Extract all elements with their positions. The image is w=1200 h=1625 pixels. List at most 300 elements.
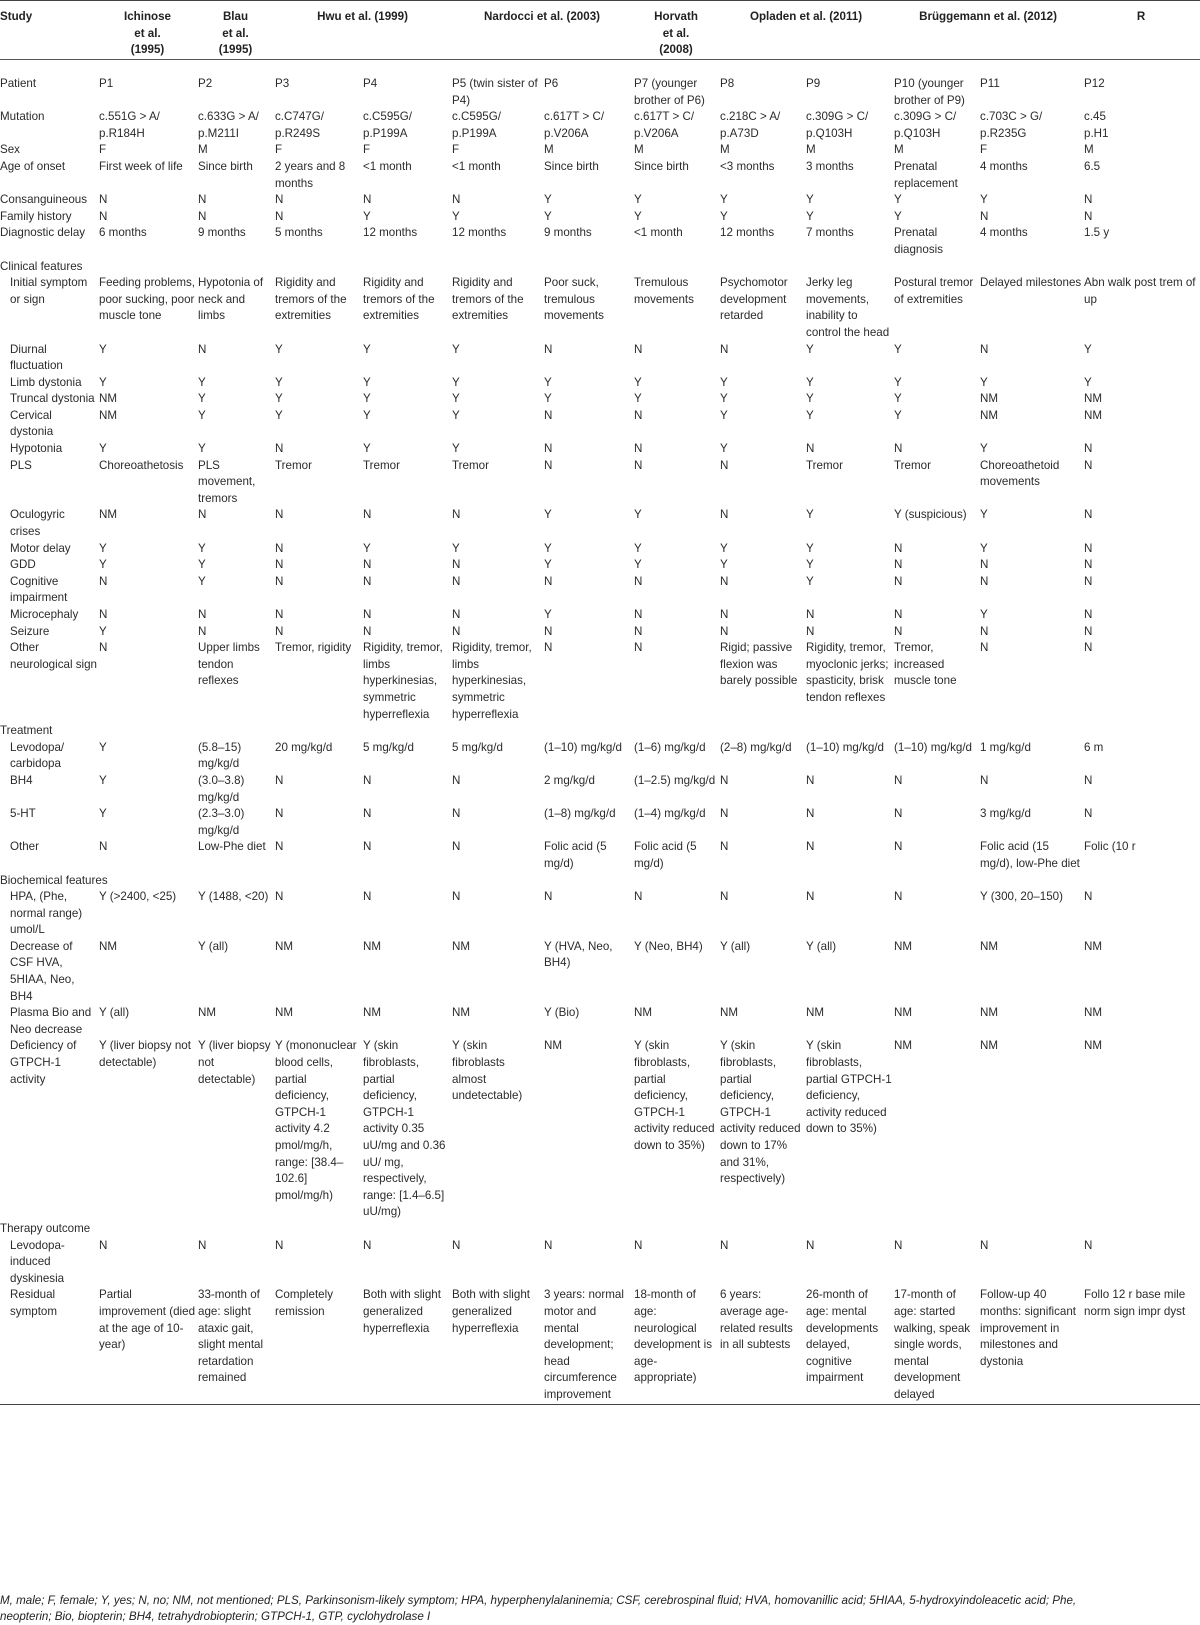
table-cell: Y bbox=[275, 408, 283, 422]
table-row bbox=[0, 557, 1200, 574]
table-cell: c.633G > A/ p.M211I bbox=[198, 110, 259, 140]
table-cell: (3.0–3.8) mg/kg/d bbox=[198, 773, 245, 804]
table-cell: Rigidity and tremors of the extremities bbox=[275, 276, 347, 323]
table-cell: Y bbox=[634, 541, 642, 555]
table-cell: Y (Neo, BH4) bbox=[634, 939, 703, 953]
table-row bbox=[0, 225, 1200, 258]
table-cell: N bbox=[363, 773, 372, 787]
table-cell: N bbox=[452, 574, 461, 588]
table-cell: Follo 12 r base mile norm sign impr dyst bbox=[1084, 1288, 1186, 1318]
table-cell: Y bbox=[894, 193, 902, 207]
table-cell: Rigidity and tremors of the extremities bbox=[363, 276, 435, 323]
table-cell: N bbox=[275, 209, 284, 223]
table-cell: Postural tremor of extremities bbox=[894, 276, 974, 306]
table-cell: N bbox=[198, 342, 207, 356]
table-cell: N bbox=[894, 773, 903, 787]
table-cell: Since birth bbox=[634, 159, 689, 173]
table-cell: Y bbox=[275, 342, 283, 356]
table-cell: Y bbox=[544, 193, 552, 207]
table-cell: Y bbox=[198, 541, 206, 555]
table-cell: N bbox=[363, 840, 372, 854]
table-cell: N bbox=[275, 807, 284, 821]
table-cell: (1–2.5) mg/kg/d bbox=[634, 773, 716, 787]
table-cell: Folic acid (5 mg/d) bbox=[634, 840, 697, 870]
table-cell: P2 bbox=[198, 77, 213, 90]
table-cell: Y bbox=[452, 408, 460, 422]
table-cell: Y bbox=[363, 442, 371, 456]
table-cell: NM bbox=[1084, 1039, 1103, 1053]
table-cell: Y bbox=[980, 442, 988, 456]
table-row bbox=[0, 806, 1200, 839]
table-cell: Y bbox=[99, 541, 107, 555]
table-cell: <1 month bbox=[634, 226, 683, 240]
table-cell: Y bbox=[99, 807, 107, 821]
table-cell: (1–8) mg/kg/d bbox=[544, 807, 616, 821]
table-cell: Y bbox=[720, 558, 728, 572]
table-cell: Y bbox=[720, 408, 728, 422]
table-cell: Choreoathetosis bbox=[99, 458, 184, 472]
table-cell: N bbox=[1084, 209, 1093, 223]
table-cell: N bbox=[720, 773, 729, 787]
table-cell: NM bbox=[275, 1006, 294, 1020]
table-cell: 5 mg/kg/d bbox=[363, 740, 414, 754]
row-label: BH4 bbox=[10, 773, 33, 787]
table-cell: N bbox=[720, 574, 729, 588]
table-cell: 3 months bbox=[806, 159, 854, 173]
table-cell: N bbox=[363, 508, 372, 522]
table-cell: (2–8) mg/kg/d bbox=[720, 740, 792, 754]
table-cell: N bbox=[720, 624, 729, 638]
table-cell: N bbox=[980, 209, 989, 223]
table-cell: Y bbox=[544, 558, 552, 572]
table-cell: Y bbox=[1084, 375, 1092, 389]
table-row bbox=[0, 192, 1200, 209]
table-cell: Tremor, increased muscle tone bbox=[894, 641, 957, 688]
table-cell: 1 mg/kg/d bbox=[980, 740, 1031, 754]
column-header: Nardocci et al. (2003) bbox=[484, 10, 601, 23]
table-cell: N bbox=[99, 209, 108, 223]
table-cell: Y bbox=[634, 193, 642, 207]
table-cell: Hypotonia of neck and limbs bbox=[198, 276, 264, 323]
table-cell: N bbox=[363, 1238, 372, 1252]
row-label: 5-HT bbox=[10, 807, 36, 821]
row-label: Decrease of CSF HVA, 5HIAA, Neo, BH4 bbox=[10, 939, 75, 1003]
table-cell: N bbox=[634, 608, 643, 621]
table-cell: NM bbox=[980, 1039, 999, 1053]
column-header: Horvath et al. (2008) bbox=[654, 10, 698, 57]
table-cell: N bbox=[720, 608, 729, 621]
table-cell: Y bbox=[634, 209, 642, 223]
table-cell: F bbox=[363, 143, 371, 157]
table-cell: N bbox=[980, 773, 989, 787]
row-label: Diagnostic delay bbox=[0, 226, 86, 240]
table-cell: 9 months bbox=[544, 226, 592, 240]
table-cell: Y bbox=[720, 209, 728, 223]
table-cell: N bbox=[720, 458, 729, 472]
row-label: PLS bbox=[10, 458, 32, 472]
table-cell: P10 (younger brother of P9) bbox=[894, 77, 965, 107]
table-cell: N bbox=[198, 508, 207, 522]
table-row bbox=[0, 740, 1200, 773]
table-cell: Y bbox=[634, 508, 642, 522]
table-row bbox=[0, 1287, 1200, 1404]
table-cell: (5.8–15) mg/kg/d bbox=[198, 740, 242, 771]
table-cell: Y (suspicious) bbox=[894, 508, 967, 522]
table-cell: c.551G > A/ p.R184H bbox=[99, 110, 160, 140]
table-cell: N bbox=[634, 408, 643, 422]
table-cell: Y bbox=[99, 342, 107, 356]
row-label: Mutation bbox=[0, 110, 45, 124]
table-cell: N bbox=[99, 193, 108, 207]
table-cell: Y (liver biopsy not detectable) bbox=[198, 1039, 271, 1086]
table-cell: M bbox=[544, 143, 554, 157]
table-cell: Tremor, rigidity bbox=[275, 641, 352, 655]
table-row bbox=[0, 391, 1200, 408]
table-cell: Y bbox=[806, 574, 814, 588]
table-cell: N bbox=[544, 458, 553, 472]
table-cell: Y bbox=[198, 392, 206, 406]
table-cell: N bbox=[275, 558, 284, 572]
table-row bbox=[0, 408, 1200, 441]
table-cell: F bbox=[99, 143, 107, 157]
table-cell: c.C747G/ p.R249S bbox=[275, 110, 324, 140]
table-cell: Y bbox=[198, 408, 206, 422]
table-row bbox=[0, 1005, 1200, 1038]
table-cell: NM bbox=[99, 392, 118, 406]
table-cell: N bbox=[894, 624, 903, 638]
table-cell: NM bbox=[720, 1006, 739, 1020]
table-cell: c.617T > C/ p.V206A bbox=[544, 110, 605, 140]
table-cell: 33-month of age: slight ataxic gait, slight mental retardation remained bbox=[198, 1288, 264, 1385]
table-cell: N bbox=[806, 773, 815, 787]
table-cell: P5 (twin sister of P4) bbox=[452, 77, 538, 107]
table-cell: N bbox=[980, 574, 989, 588]
table-cell: NM bbox=[452, 939, 471, 953]
table-cell: (1–4) mg/kg/d bbox=[634, 807, 706, 821]
table-cell: Rigidity, tremor, limbs hyperkinesias, symmetric hyperreflexia bbox=[363, 641, 443, 721]
table-cell: N bbox=[452, 608, 461, 621]
table-cell: (1–10) mg/kg/d bbox=[544, 740, 622, 754]
table-cell: Folic (10 r bbox=[1084, 840, 1136, 854]
table-cell: c.C595G/ p.P199A bbox=[452, 110, 501, 140]
row-label: Seizure bbox=[10, 624, 50, 638]
table-row bbox=[0, 773, 1200, 806]
row-label: Deficiency of GTPCH-1 activity bbox=[10, 1039, 77, 1086]
table-cell: N bbox=[634, 1238, 643, 1252]
table-row bbox=[0, 60, 1200, 110]
table-row bbox=[0, 507, 1200, 540]
table-cell: Y (HVA, Neo, BH4) bbox=[544, 939, 613, 970]
table-cell: NM bbox=[99, 408, 118, 422]
table-cell: Y bbox=[452, 342, 460, 356]
section-header-row bbox=[0, 1221, 1200, 1238]
table-cell: N bbox=[720, 807, 729, 821]
table-cell: N bbox=[806, 624, 815, 638]
table-cell: Y bbox=[544, 209, 552, 223]
table-cell: P7 (younger brother of P6) bbox=[634, 77, 705, 107]
table-cell: Follow-up 40 months: significant improvement in milestones and dystonia bbox=[980, 1288, 1077, 1368]
table-row bbox=[0, 275, 1200, 341]
table-cell: Y bbox=[806, 408, 814, 422]
table-cell: N bbox=[452, 890, 461, 904]
table-cell: N bbox=[720, 508, 729, 522]
column-header: Brüggemann et al. (2012) bbox=[919, 10, 1057, 23]
table-cell: P4 bbox=[363, 77, 378, 90]
table-cell: Rigid; passive flexion was barely possible bbox=[720, 641, 798, 688]
table-cell: 6 m bbox=[1084, 740, 1104, 754]
table-cell: Tremulous movements bbox=[634, 276, 694, 306]
table-cell: N bbox=[720, 342, 729, 356]
table-cell: M bbox=[720, 143, 730, 157]
table-cell: N bbox=[275, 574, 284, 588]
table-cell: N bbox=[806, 890, 815, 904]
table-cell: M bbox=[1084, 143, 1094, 157]
table-cell: N bbox=[363, 890, 372, 904]
table-cell: N bbox=[275, 773, 284, 787]
table-row bbox=[0, 624, 1200, 641]
table-cell: Y bbox=[806, 558, 814, 572]
table-cell: N bbox=[99, 641, 108, 655]
table-cell: P1 bbox=[99, 77, 114, 90]
table-cell: Rigidity and tremors of the extremities bbox=[452, 276, 524, 323]
table-cell: NM bbox=[980, 1006, 999, 1020]
table-cell: M bbox=[634, 143, 644, 157]
table-cell: N bbox=[634, 641, 643, 655]
table-cell: Y bbox=[980, 541, 988, 555]
table-cell: Tremor bbox=[275, 458, 312, 472]
table-cell: N bbox=[1084, 574, 1093, 588]
table-cell: Y bbox=[806, 392, 814, 406]
table-cell: Prenatal replacement bbox=[894, 159, 958, 190]
table-cell: 5 mg/kg/d bbox=[452, 740, 503, 754]
table-cell: N bbox=[1084, 442, 1093, 456]
table-cell: Y bbox=[275, 375, 283, 389]
table-cell: Y (all) bbox=[806, 939, 837, 953]
table-cell: N bbox=[275, 608, 284, 621]
table-cell: N bbox=[1084, 558, 1093, 572]
table-cell: 18-month of age: neurological development is age-appropriate) bbox=[634, 1288, 712, 1385]
table-cell: N bbox=[634, 624, 643, 638]
table-cell: Y bbox=[720, 541, 728, 555]
table-cell: NM bbox=[1084, 939, 1103, 953]
table-cell: NM bbox=[363, 939, 382, 953]
table-cell: Since birth bbox=[198, 159, 253, 173]
table-cell: NM bbox=[894, 1039, 913, 1053]
table-cell: Y (Bio) bbox=[544, 1006, 580, 1020]
table-cell: N bbox=[894, 1238, 903, 1252]
table-cell: N bbox=[198, 608, 207, 621]
table-cell: N bbox=[544, 1238, 553, 1252]
table-cell: Partial improvement (died at the age of 10-year) bbox=[99, 1288, 196, 1352]
table-cell: 9 months bbox=[198, 226, 246, 240]
table-cell: 17-month of age: started walking, speak single words, mental development delayed bbox=[894, 1288, 971, 1401]
table-cell: N bbox=[980, 1238, 989, 1252]
table-cell: 20 mg/kg/d bbox=[275, 740, 333, 754]
table-cell: P3 bbox=[275, 77, 290, 90]
table-cell: Y (1488, <20) bbox=[198, 890, 269, 904]
table-cell: c.218C > A/ p.A73D bbox=[720, 110, 781, 140]
table-cell: N bbox=[1084, 624, 1093, 638]
table-row bbox=[0, 640, 1200, 723]
table-cell: N bbox=[198, 1238, 207, 1252]
table-cell: M bbox=[198, 143, 208, 157]
table-cell: Y bbox=[198, 375, 206, 389]
row-label: Levodopa/ carbidopa bbox=[10, 740, 65, 771]
table-cell: N bbox=[275, 508, 284, 522]
table-cell: N bbox=[544, 890, 553, 904]
table-cell: Y (all) bbox=[720, 939, 751, 953]
table-cell: N bbox=[894, 442, 903, 456]
table-cell: Y bbox=[363, 342, 371, 356]
table-cell: N bbox=[894, 840, 903, 854]
table-cell: 2 mg/kg/d bbox=[544, 773, 595, 787]
row-label: Initial symptom or sign bbox=[10, 276, 88, 306]
table-cell: Jerky leg movements, inability to control the head bbox=[806, 276, 890, 339]
table-cell: Y bbox=[634, 375, 642, 389]
table-cell: N bbox=[275, 890, 284, 904]
table-cell: N bbox=[720, 840, 729, 854]
table-cell: Y bbox=[634, 558, 642, 572]
table-cell: N bbox=[275, 1238, 284, 1252]
table-cell: N bbox=[806, 807, 815, 821]
table-cell: Y (skin fibroblasts, partial deficiency, GTPCH-1 activity reduced down to 17% and 31%, respectively) bbox=[720, 1039, 801, 1186]
section-header-row bbox=[0, 723, 1200, 740]
table-cell: Y bbox=[198, 558, 206, 572]
row-label: Patient bbox=[0, 77, 37, 90]
table-header-row bbox=[0, 1, 1200, 60]
table-cell: Since birth bbox=[544, 159, 599, 173]
table-cell: Y bbox=[544, 508, 552, 522]
row-label: Cervical dystonia bbox=[10, 408, 54, 439]
row-label: Other bbox=[10, 840, 39, 854]
row-label: Consanguineous bbox=[0, 193, 88, 207]
table-cell: Y (>2400, <25) bbox=[99, 890, 177, 904]
table-cell: NM bbox=[1084, 392, 1103, 406]
table-cell: <1 month bbox=[452, 159, 501, 173]
table-cell: N bbox=[1084, 1238, 1093, 1252]
table-cell: NM bbox=[1084, 1006, 1103, 1020]
table-cell: Y bbox=[452, 392, 460, 406]
table-cell: N bbox=[634, 574, 643, 588]
table-cell: Rigidity, tremor, myoclonic jerks; spasticity, brisk tendon reflexes bbox=[806, 641, 889, 704]
table-cell: NM bbox=[980, 392, 999, 406]
table-cell: Y bbox=[452, 209, 460, 223]
row-label: Age of onset bbox=[0, 159, 66, 173]
row-label: Truncal dystonia bbox=[10, 392, 95, 406]
table-cell: N bbox=[1084, 508, 1093, 522]
row-label: Diurnal fluctuation bbox=[10, 342, 63, 373]
table-row bbox=[0, 209, 1200, 226]
table-row bbox=[0, 839, 1200, 872]
table-cell: (1–6) mg/kg/d bbox=[634, 740, 706, 754]
table-cell: N bbox=[1084, 608, 1093, 621]
table-cell: Y (skin fibroblasts, partial GTPCH-1 deficiency, activity reduced down to 35%) bbox=[806, 1039, 892, 1136]
table-cell: N bbox=[452, 193, 461, 207]
table-cell: M bbox=[806, 143, 816, 157]
table-cell: N bbox=[363, 807, 372, 821]
table-cell: Y bbox=[806, 193, 814, 207]
table-cell: Y bbox=[720, 193, 728, 207]
table-cell: 3 years: normal motor and mental development; head circumference improvement bbox=[544, 1288, 624, 1401]
column-header: Blau et al. (1995) bbox=[218, 10, 253, 57]
table-cell: N bbox=[980, 342, 989, 356]
table-cell: N bbox=[634, 890, 643, 904]
table-cell: 12 months bbox=[720, 226, 775, 240]
table-cell: NM bbox=[275, 939, 294, 953]
table-cell: N bbox=[452, 840, 461, 854]
row-label: Residual symptom bbox=[10, 1288, 58, 1318]
table-cell: Y bbox=[806, 541, 814, 555]
table-cell: Completely remission bbox=[275, 1288, 333, 1318]
footnote-line-2: neopterin; Bio, biopterin; BH4, tetrahydrobiopterin; GTPCH-1, GTP, cyclohydrolase I bbox=[0, 1610, 431, 1623]
table-cell: N bbox=[363, 574, 372, 588]
table-cell: c.703C > G/ p.R235G bbox=[980, 110, 1043, 140]
table-cell: NM bbox=[806, 1006, 825, 1020]
table-cell: c.45 p.H1 bbox=[1084, 110, 1109, 140]
table-cell: Y bbox=[99, 375, 107, 389]
table-cell: N bbox=[452, 558, 461, 572]
table-cell: Y bbox=[99, 624, 107, 638]
table-cell: N bbox=[634, 458, 643, 472]
table-row bbox=[0, 1038, 1200, 1221]
table-cell: Y bbox=[980, 508, 988, 522]
table-cell: Both with slight generalized hyperreflexia bbox=[363, 1288, 441, 1335]
table-cell: N bbox=[634, 342, 643, 356]
table-cell: Folic acid (15 mg/d), low-Phe diet bbox=[980, 840, 1080, 870]
table-cell: Both with slight generalized hyperreflexia bbox=[452, 1288, 530, 1335]
table-cell: N bbox=[980, 624, 989, 638]
table-cell: Tremor bbox=[452, 458, 489, 472]
table-cell: N bbox=[894, 558, 903, 572]
row-label: HPA, (Phe, normal range) umol/L bbox=[10, 890, 83, 937]
row-label: Levodopa-induced dyskinesia bbox=[10, 1238, 65, 1285]
row-label: Plasma Bio and Neo decrease bbox=[10, 1006, 92, 1036]
table-cell: NM bbox=[980, 408, 999, 422]
table-cell: (2.3–3.0) mg/kg/d bbox=[198, 807, 245, 837]
table-cell: c.309G > C/ p.Q103H bbox=[894, 110, 957, 140]
table-cell: <3 months bbox=[720, 159, 775, 173]
table-footnote bbox=[0, 1593, 1145, 1625]
table-cell: Abn walk post trem of up bbox=[1084, 276, 1196, 306]
table-cell: Y bbox=[198, 574, 206, 588]
table-cell: N bbox=[980, 558, 989, 572]
table-cell: Y bbox=[980, 375, 988, 389]
column-header: R bbox=[1136, 10, 1146, 23]
row-label: Sex bbox=[0, 143, 20, 157]
table-cell: 5 months bbox=[275, 226, 323, 240]
table-cell: Y bbox=[980, 193, 988, 207]
table-cell: N bbox=[894, 608, 903, 621]
table-cell: N bbox=[806, 442, 815, 456]
table-cell: Y bbox=[980, 608, 988, 621]
table-row bbox=[0, 159, 1200, 192]
table-row bbox=[0, 142, 1200, 159]
table-cell: Tremor bbox=[806, 458, 843, 472]
table-cell: Y bbox=[275, 392, 283, 406]
table-cell: 12 months bbox=[363, 226, 418, 240]
column-header: Ichinose et al. (1995) bbox=[123, 10, 172, 57]
table-cell: Y bbox=[544, 541, 552, 555]
table-cell: NM bbox=[99, 508, 118, 522]
table-cell: N bbox=[1084, 541, 1093, 555]
table-cell: Y bbox=[99, 558, 107, 572]
row-label: Oculogyric crises bbox=[10, 508, 65, 539]
table-cell: N bbox=[363, 193, 372, 207]
table-cell: F bbox=[275, 143, 283, 157]
table-cell: 6 years: average age-related results in all subtests bbox=[720, 1288, 793, 1352]
table-cell: Prenatal diagnosis bbox=[894, 226, 944, 256]
table-cell: Y bbox=[363, 209, 371, 223]
